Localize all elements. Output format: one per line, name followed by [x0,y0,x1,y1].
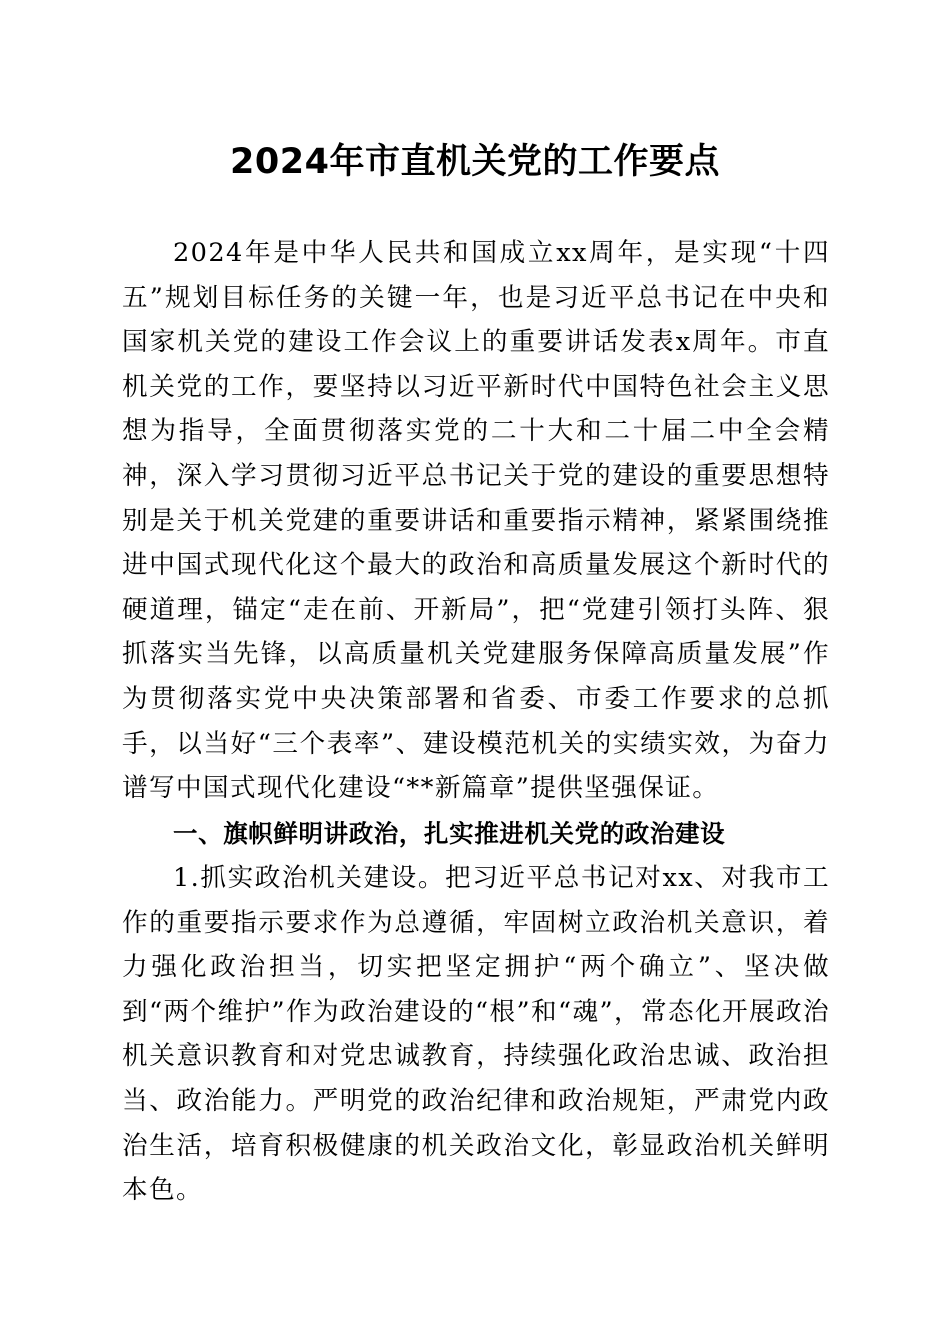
item-1-paragraph: 1.抓实政治机关建设。把习近平总书记对xx、对我市工作的重要指示要求作为总遵循，牢固树立政治机关意识，着力强化政治担当，切实把坚定拥护“两个确立”、坚决做到“两个维护”作为政治建设的“根”和“魂”，常态化开展政治机关意识教育和对党忠诚教育，持续强化政治忠诚、政治担当、政治能力。严明党的政治纪律和政治规矩，严肃党内政治生活，培育积极健康的机关政治文化，彰显政治机关鲜明本色。 [122,863,830,1206]
section-heading: 一、旗帜鲜明讲政治，扎实推进机关党的政治建设 [173,819,726,848]
document-title: 2024年市直机关党的工作要点 [230,142,720,182]
intro-paragraph: 2024年是中华人民共和国成立xx周年，是实现“十四五”规划目标任务的关键一年，也是习近平总书记在中央和国家机关党的建设工作会议上的重要讲话发表x周年。市直机关党的工作，要坚持以习近平新时代中国特色社会主义思想为指导，全面贯彻落实党的二十大和二十届二中全会精神，深入学习贯彻习近平总书记关于党的建设的重要思想特别是关于机关党建的重要讲话和重要指示精神，紧紧围绕推进中国式现代化这个最大的政治和高质量发展这个新时代的硬道理，锚定“走在前、开新局”，把“党建引领打头阵、狠抓落实当先锋，以高质量机关党建服务保障高质量发展”作为贯彻落实党中央决策部署和省委、市委工作要求的总抓手，以当好“三个表率”、建设模范机关的实绩实效，为奋力谱写中国式现代化建设“**新篇章”提供坚强保证。 [122,238,830,804]
